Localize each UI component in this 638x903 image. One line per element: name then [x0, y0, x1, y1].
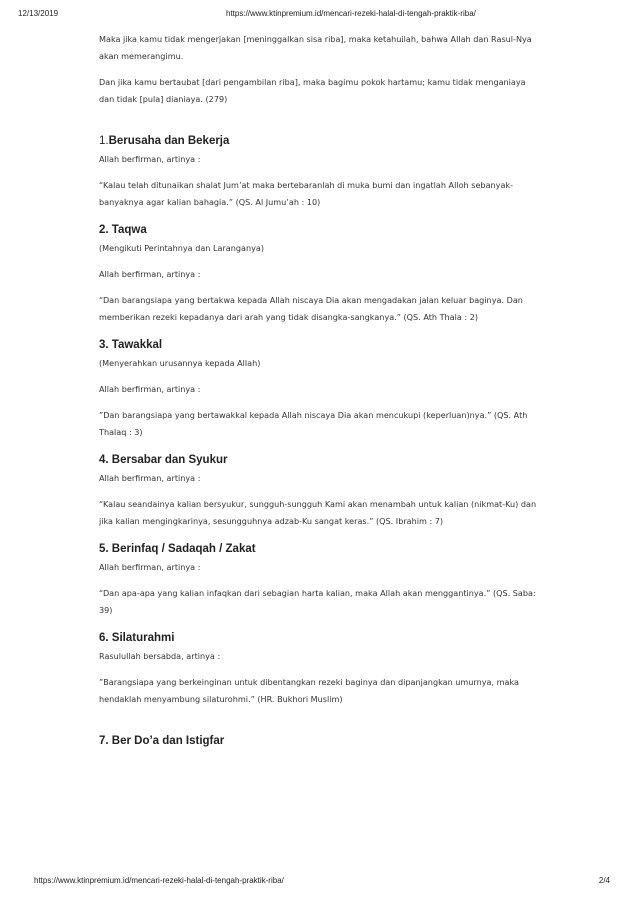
section-heading-5: 5. Berinfaq / Sadaqah / Zakat [99, 543, 256, 555]
section-3-subtitle: (Menyerahkan urusannya kepada Allah) [99, 358, 261, 368]
section-2-intro: Allah berfirman, artinya : [99, 269, 201, 279]
section-heading-7: 7. Ber Do’a dan Istigfar [99, 735, 225, 747]
section-5-intro: Allah berfirman, artinya : [99, 562, 201, 572]
section-heading-1 [99, 133, 539, 149]
section-5-quote: “Dan apa-apa yang kalian infaqkan dari sebagian harta kalian, maka Allah akan menggantinya.” (QS. Saba: 39) [99, 588, 536, 615]
article-body [99, 31, 539, 749]
section-3-quote: ”Dan barangsiapa yang bertawakkal kepada Allah niscaya Dia akan mencukupi (keperluan)nya.” (QS. Ath Thalaq : 3) [99, 410, 528, 437]
intro-paragraph-2: Dan jika kamu bertaubat [dari pengambilan riba], maka bagimu pokok hartamu; kamu tidak menganiaya dan tidak [pula] dianiaya. (279) [99, 77, 526, 104]
section-6-quote: ”Barangsiapa yang berkeinginan untuk dibentangkan rezeki baginya dan dipanjangkan umurnya, maka hendaklah menyambung silaturohmi.” (HR. Bukhori Muslim) [99, 677, 519, 704]
section-1-intro: Allah berfirman, artinya : [99, 154, 201, 164]
section-title-1: Berusaha dan Bekerja [108, 135, 230, 147]
section-3-intro: Allah berfirman, artinya : [99, 384, 201, 394]
section-heading-2: 2. Taqwa [99, 224, 147, 236]
print-footer-url[interactable]: https://www.ktinpremium.id/mencari-rezeki-halal-di-tengah-praktik-riba/ [34, 876, 284, 885]
print-date: 12/13/2019 [18, 9, 59, 18]
print-footer [0, 876, 638, 890]
section-4-intro: Allah berfirman, artinya : [99, 473, 201, 483]
section-heading-4: 4. Bersabar dan Syukur [99, 454, 228, 466]
section-heading-6: 6. Silaturahmi [99, 632, 175, 644]
intro-paragraph-1: Maka jika kamu tidak mengerjakan [meninggalkan sisa riba], maka ketahuilah, bahwa Allah dan Rasul-Nya akan memerangimu. [99, 34, 532, 61]
section-1-quote: “Kalau telah ditunaikan shalat Jum’at maka bertebaranlah di muka bumi dan ingatlah Alloh sebanyak-banyaknya agar kalian bahagia.” (QS. Al Jumu’ah : 10) [99, 180, 514, 207]
section-4-quote: “Kalau seandainya kalian bersyukur, sungguh-sungguh Kami akan menambah untuk kalian (nikmat-Ku) dan jika kalian mengingkarinya, sesungguhnya adzab-Ku sangat keras.” (QS. Ibrahim : 7) [99, 499, 537, 526]
print-header [0, 9, 638, 23]
section-6-intro: Rasulullah bersabda, artinya : [99, 651, 221, 661]
section-2-subtitle: (Mengikuti Perintahnya dan Laranganya) [99, 243, 265, 253]
section-number-1: 1. [99, 135, 109, 147]
section-2-quote: “Dan barangsiapa yang bertakwa kepada Allah niscaya Dia akan mengadakan jalan keluar baginya. Dan memberikan rezeki kepadanya dari arah yang tidak disangka-sangkanya.” (QS. Ath Thala : 2) [99, 295, 523, 322]
page-number: 2/4 [598, 876, 610, 885]
section-heading-3: 3. Tawakkal [99, 339, 163, 351]
print-header-url[interactable]: https://www.ktinpremium.id/mencari-rezeki-halal-di-tengah-praktik-riba/ [226, 9, 476, 18]
